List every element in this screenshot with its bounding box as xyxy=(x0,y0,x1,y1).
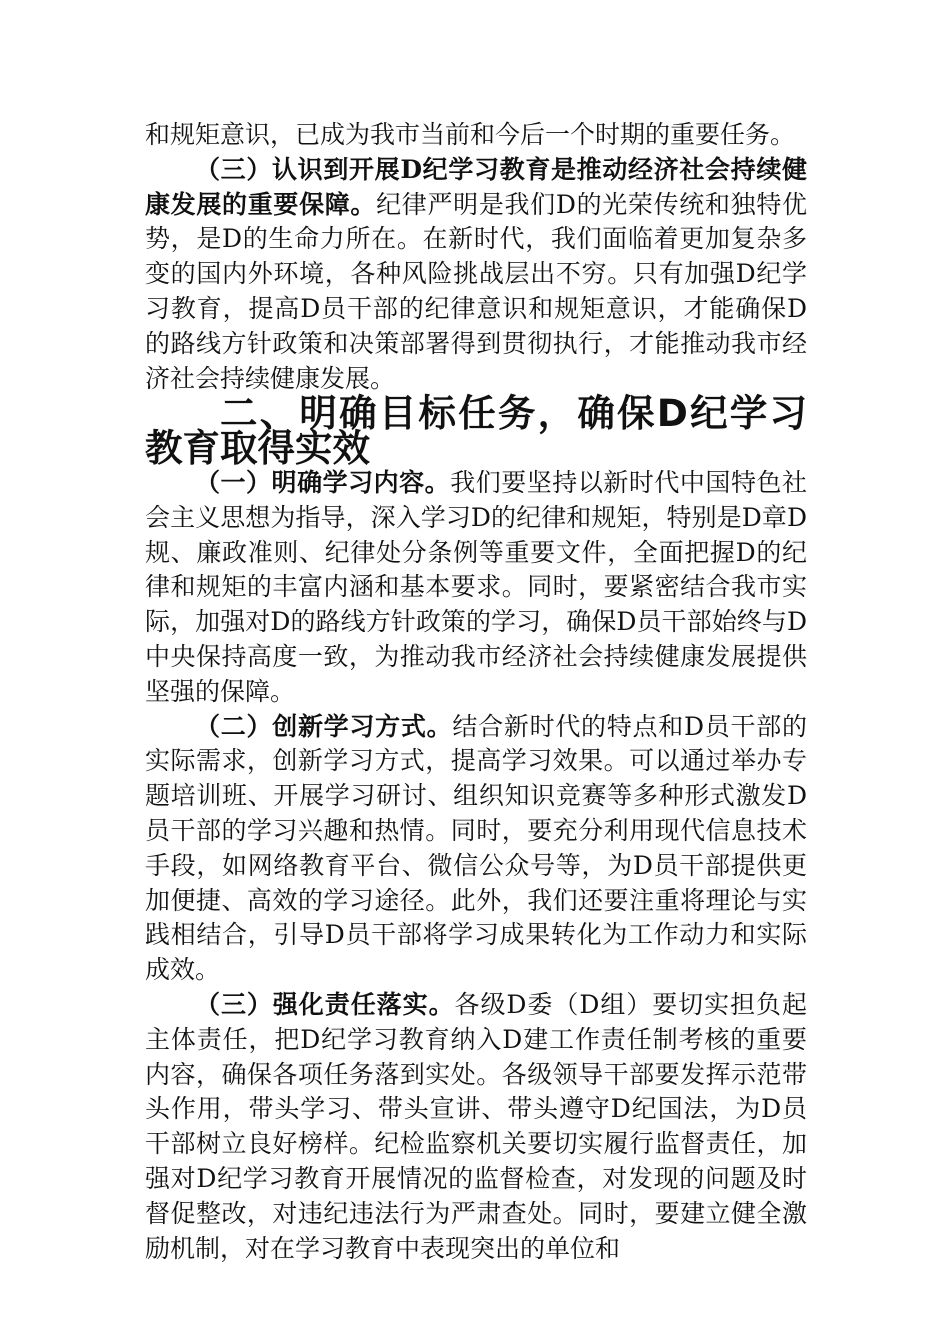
paragraph-section-1-3 xyxy=(145,153,807,397)
document-body xyxy=(145,118,807,1266)
paragraph-text: 我们要坚持以新时代中国特色社会主义思想为指导，深入学习D的纪律和规矩，特别是D章D规、廉政准则、纪律处分条例等重要文件，全面把握D的纪律和规矩的丰富内涵和基本要求。同时，要紧密结合我市实际，加强对D的路线方针政策的学习，确保D员干部始终与D中央保持高度一致，为推动我市经济社会持续健康发展提供坚强的保障。 xyxy=(145,467,807,706)
paragraph-lead: （三）强化责任落实。 xyxy=(195,989,455,1019)
paragraph-section-2-2 xyxy=(145,710,807,988)
paragraph-text: 结合新时代的特点和D员干部的实际需求，创新学习方式，提高学习效果。可以通过举办专题培训班、开展学习研讨、组织知识竞赛等多种形式激发D员干部的学习兴趣和热情。同时，要充分利用现代信息技术手段，如网络教育平台、微信公众号等，为D员干部提供更加便捷、高效的学习途径。此外，我们还要注重将理论与实践相结合，引导D员干部将学习成果转化为工作动力和实际成效。 xyxy=(145,711,807,985)
section-heading-2: 二、明确目标任务，确保D纪学习教育取得实效 xyxy=(145,391,807,471)
paragraph-lead: （一）明确学习内容。 xyxy=(195,467,451,497)
paragraph-text: 纪律严明是我们D的光荣传统和独特优势，是D的生命力所在。在新时代，我们面临着更加复杂多变的国内外环境，各种风险挑战层出不穷。只有加强D纪学习教育，提高D员干部的纪律意识和规矩意识，才能确保D的路线方针政策和决策部署得到贯彻执行，才能推动我市经济社会持续健康发展。 xyxy=(145,189,807,393)
paragraph-text: 各级D委（D组）要切实担负起主体责任，把D纪学习教育纳入D建工作责任制考核的重要内容，确保各项任务落到实处。各级领导干部要发挥示范带头作用，带头学习、带头宣讲、带头遵守D纪国法，为D员干部树立良好榜样。纪检监察机关要切实履行监督责任，加强对D纪学习教育开展情况的监督检查，对发现的问题及时督促整改，对违纪违法行为严肃查处。同时，要建立健全激励机制，对在学习教育中表现突出的单位和 xyxy=(145,989,807,1263)
paragraph-lead: （二）创新学习方式。 xyxy=(195,711,453,741)
paragraph-section-2-3 xyxy=(145,988,807,1266)
paragraph-section-2-1 xyxy=(145,466,807,710)
paragraph-continuation xyxy=(145,118,807,153)
paragraph-text: 和规矩意识，已成为我市当前和今后一个时期的重要任务。 xyxy=(145,120,796,149)
paragraph-lead: （三）认识到开展D纪学习教育是推动经济社会持续健康发展的重要保障。 xyxy=(145,154,807,219)
